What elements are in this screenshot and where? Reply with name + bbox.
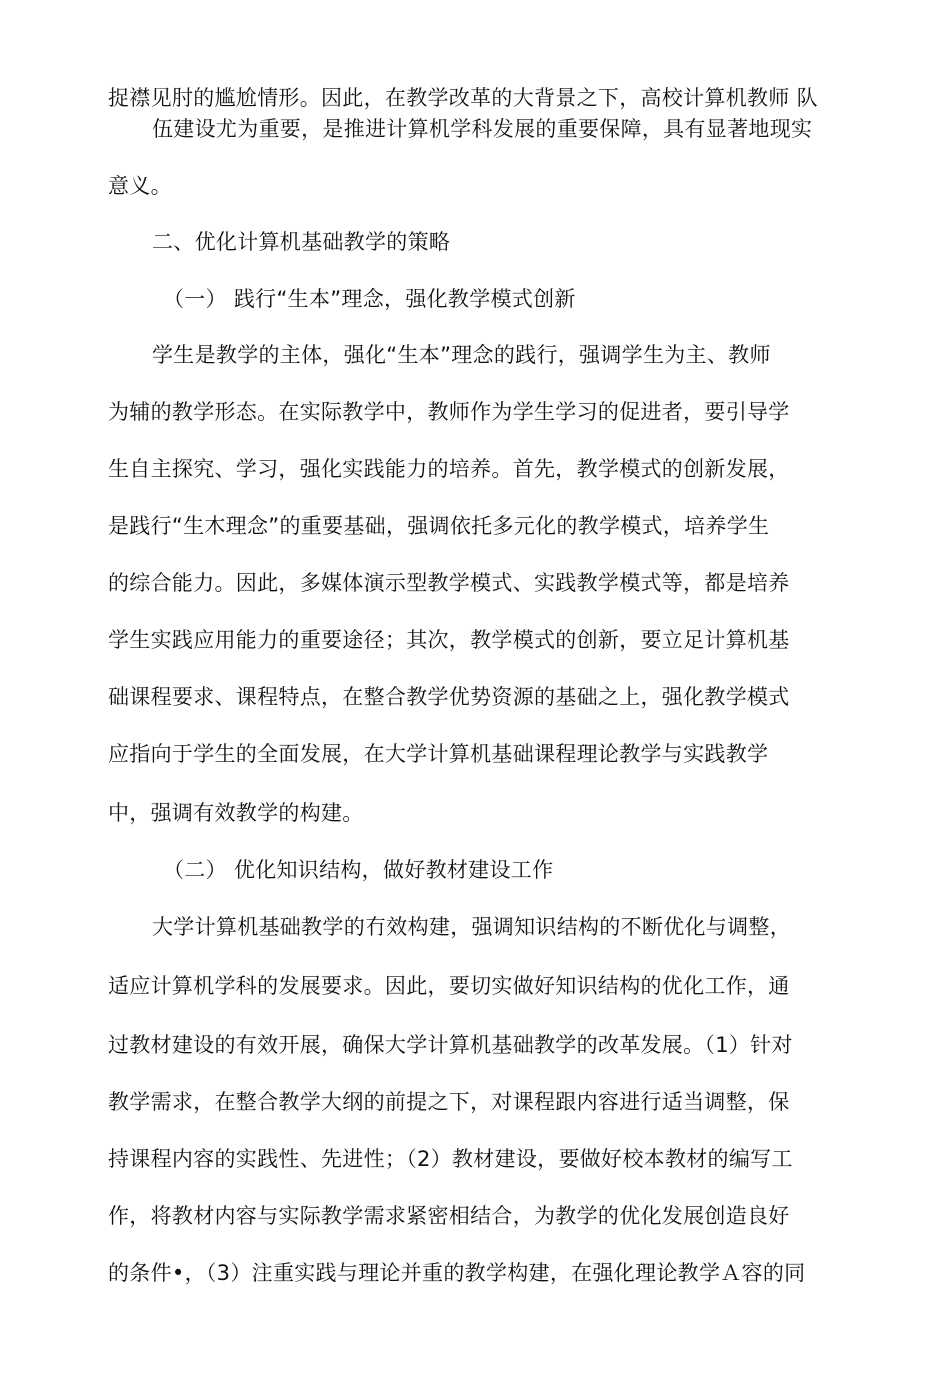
text-line: 的综合能力。因此，多媒体演示型教学模式、实践教学模式等，都是培养 bbox=[108, 571, 790, 595]
subsection-heading: （二） 优化知识结构，做好教材建设工作 bbox=[163, 858, 554, 882]
section-heading: 二、优化计算机基础教学的策略 bbox=[152, 230, 451, 254]
text-line: 意义。 bbox=[108, 174, 172, 198]
text-line: 捉襟见肘的尴尬情形。因此，在教学改革的大背景之下，高校计算机教师 队 bbox=[108, 86, 818, 110]
subsection-heading: （一） 践行“生本”理念，强化教学模式创新 bbox=[163, 287, 576, 311]
text-line: 生自主探究、学习，强化实践能力的培养。首先，教学模式的创新发展， bbox=[108, 457, 790, 481]
text-line: 大学计算机基础教学的冇效构建，强调知识结构的不断优化与调整， bbox=[152, 915, 791, 939]
text-line: 适应计算机学科的发展要求。因此，要切实做好知识结构的优化工作，通 bbox=[108, 974, 790, 998]
text-line: 的条件•，（3）注重实践与理论并重的教学构建，在强化理论教学Ａ容的同 bbox=[108, 1261, 806, 1285]
text-line: 教学需求，在整合教学大纲的前提之下，对课程跟内容进行适当调整，保 bbox=[108, 1090, 790, 1114]
text-line: 础课程要求、课程特点，在整合教学优势资源的基础之上，强化教学模式 bbox=[108, 685, 790, 709]
text-line: 学生实践应用能力的重要途径；其次，教学模式的创新，要立足计算机基 bbox=[108, 628, 790, 652]
text-line: 作，将教材内容与实际教学需求紧密相结合，为教学的优化发展创造良好 bbox=[108, 1204, 790, 1228]
text-line: 过教材建设的有效开展，确保大学计算机基础教学的改革发展。（1）针对 bbox=[108, 1033, 793, 1057]
text-line: 应指向于学生的全面发展，在大学计算机基础课程理论教学与实践教学 bbox=[108, 742, 769, 766]
text-line: 伍建设尤为重要，是推进计算机学科发展的重要保障，具有显著地现实 bbox=[152, 117, 813, 141]
text-line: 中，强调有效教学的构建。 bbox=[108, 801, 364, 825]
text-line: 是践行“生木理念”的重要基础，强调依托多元化的教学模式，培养学生 bbox=[108, 514, 770, 538]
text-line: 为辅的教学形态。在实际教学中，教师作为学生学习的促进者，要引导学 bbox=[108, 400, 790, 424]
text-line: 学生是教学的主体，强化“生本”理念的践行，强调学生为主、教师 bbox=[152, 343, 771, 367]
text-line: 持课程内容的实践性、先进性；（2）教材建设，要做好校本教材的编写工 bbox=[108, 1147, 793, 1171]
